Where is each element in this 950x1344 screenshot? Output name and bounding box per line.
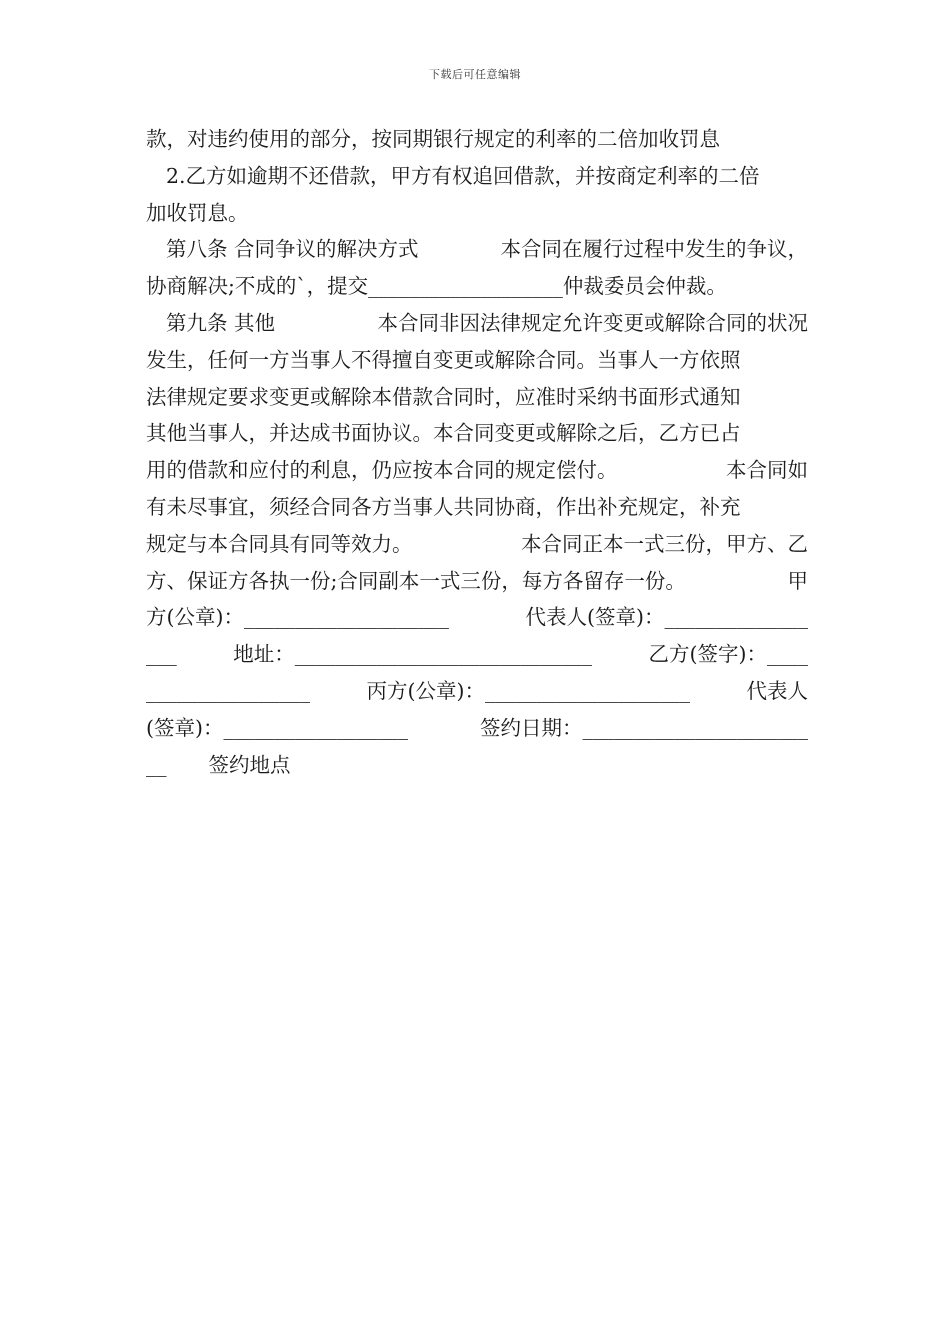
text-line (146, 305, 808, 342)
text-segment: 规定与本合同具有同等效力。 (146, 531, 413, 556)
text-segment: 用的借款和应付的利息，仍应按本合同的规定偿付。 (146, 458, 618, 483)
text-segment: 本合同如 (726, 458, 808, 483)
text-segment: 本合同非因法律规定允许变更或解除合同的状况 (377, 310, 808, 335)
text-line (146, 268, 808, 305)
text-line (146, 379, 808, 416)
signature-line (146, 673, 808, 710)
party-c-seal-field: 丙方(公章)：____________________ (366, 678, 690, 703)
text-segment: 法律规定要求变更或解除本借款合同时，应准时采纳书面形式通知 (146, 384, 741, 409)
signing-place-field: 签约地点 (208, 752, 291, 777)
text-segment: 款，对违约使用的部分，按同期银行规定的利率的二倍加收罚息 (146, 127, 720, 151)
signing-date-field: 签约日期：______________________ (480, 715, 808, 740)
representative-label: 代表人 (746, 678, 808, 703)
text-segment: 发生，任何一方当事人不得擅自变更或解除合同。当事人一方依照 (146, 347, 741, 372)
signature-line (146, 710, 808, 747)
text-segment: ___ (146, 642, 177, 667)
article-9-title: 第九条 其他 (166, 310, 276, 335)
text-segment: 协商解决;不成的`，提交___________________仲裁委员会仲裁。 (146, 274, 727, 299)
address-field: 地址：_____________________________ (233, 642, 592, 667)
signature-line (146, 747, 808, 784)
representative-field: 代表人(签章)：______________ (525, 605, 808, 630)
text-segment: 甲 (787, 568, 808, 593)
text-line (146, 342, 808, 379)
text-line (146, 415, 808, 452)
party-a-seal-field: 方(公章)：____________________ (146, 605, 449, 630)
text-line (146, 231, 808, 268)
text-segment: ________________ (146, 678, 310, 703)
signature-line (146, 599, 808, 636)
text-line (146, 195, 808, 232)
text-line (146, 121, 808, 158)
text-segment: 本合同正本一式三份，甲方、乙 (521, 531, 808, 556)
text-segment: 有未尽事宜，须经合同各方当事人共同协商，作出补充规定，补充 (146, 494, 741, 519)
article-8-title: 第八条 合同争议的解决方式 (166, 237, 419, 262)
text-segment: 加收罚息。 (146, 200, 249, 225)
text-line (146, 489, 808, 526)
signature-line (146, 636, 808, 673)
text-segment: 2.乙方如逾期不还借款，甲方有权追回借款，并按商定利率的二倍 (166, 163, 760, 188)
text-segment: 本合同在履行过程中发生的争议， (500, 237, 808, 262)
text-segment: 方、保证方各执一份;合同副本一式三份，每方各留存一份。 (146, 568, 686, 593)
text-segment: 其他当事人，并达成书面协议。本合同变更或解除之后，乙方已占 (146, 421, 741, 446)
text-line (146, 526, 808, 563)
text-segment: __ (146, 752, 167, 777)
page-header-note: 下载后可任意编辑 (429, 68, 521, 81)
contract-body (146, 121, 808, 783)
text-line (146, 452, 808, 489)
text-line (146, 158, 808, 195)
text-line (146, 563, 808, 600)
party-b-signature-field: 乙方(签字)：____ (648, 642, 808, 667)
representative-seal-field: (签章)：__________________ (146, 715, 408, 740)
